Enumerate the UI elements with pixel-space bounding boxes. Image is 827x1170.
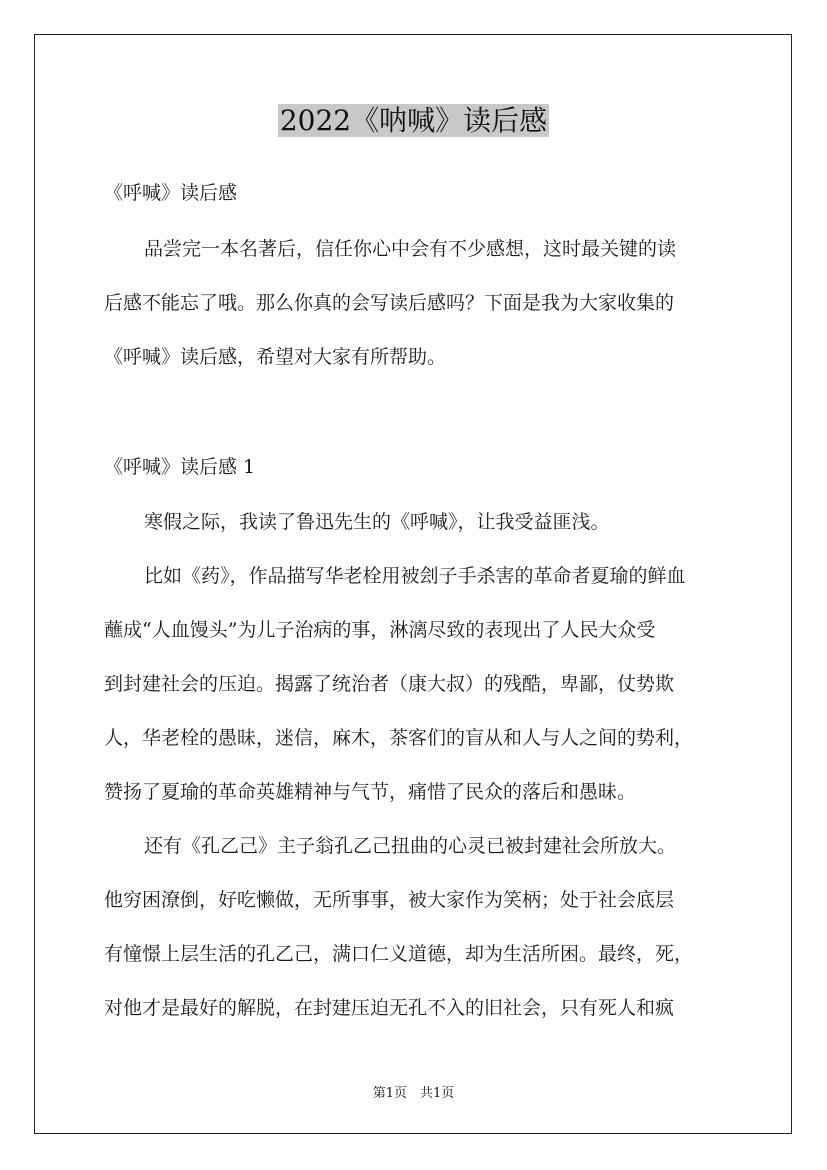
paragraph-line: 人，华老栓的愚昧，迷信，麻木，茶客们的盲从和人与人之间的势利， (104, 727, 694, 749)
page-number-footer: 第1页 共1页 (372, 1086, 455, 1101)
intro-line: 《呼喊》读后感，希望对大家有所帮助。 (104, 346, 447, 368)
intro-heading: 《呼喊》读后感 (104, 182, 238, 204)
paragraph-line: 比如《药》，作品描写华老栓用被刽子手杀害的革命者夏瑜的鲜血 (144, 565, 686, 587)
paragraph-line: 有憧憬上层生活的孔乙己，满口仁义道德，却为生活所困。最终，死， (104, 943, 694, 965)
paragraph-line: 蘸成“人血馒头”为儿子治病的事，淋漓尽致的表现出了人民大众受 (104, 619, 656, 641)
paragraph-line: 到封建社会的压迫。揭露了统治者（康大叔）的残酷，卑鄙，仗势欺 (104, 673, 675, 695)
paragraph-line: 还有《孔乙己》主子翁孔乙己扭曲的心灵已被封建社会所放大。 (144, 835, 677, 857)
paragraph-line: 他穷困潦倒，好吃懒做，无所事事，被大家作为笑柄；处于社会底层 (104, 889, 675, 911)
paragraph-line: 对他才是最好的解脱，在封建压迫无孔不入的旧社会，只有死人和疯 (104, 997, 675, 1019)
paragraph-line: 寒假之际，我读了鲁迅先生的《呼喊》，让我受益匪浅。 (144, 511, 610, 533)
document-title: 2022《呐喊》读后感 (279, 104, 548, 137)
intro-line: 品尝完一本名著后，信任你心中会有不少感想，这时最关键的读 (144, 238, 677, 260)
section-heading: 《呼喊》读后感 1 (104, 456, 256, 478)
intro-line: 后感不能忘了哦。那么你真的会写读后感吗？下面是我为大家收集的 (104, 292, 675, 314)
paragraph-line: 赞扬了夏瑜的革命英雄精神与气节，痛惜了民众的落后和愚昧。 (104, 781, 637, 803)
